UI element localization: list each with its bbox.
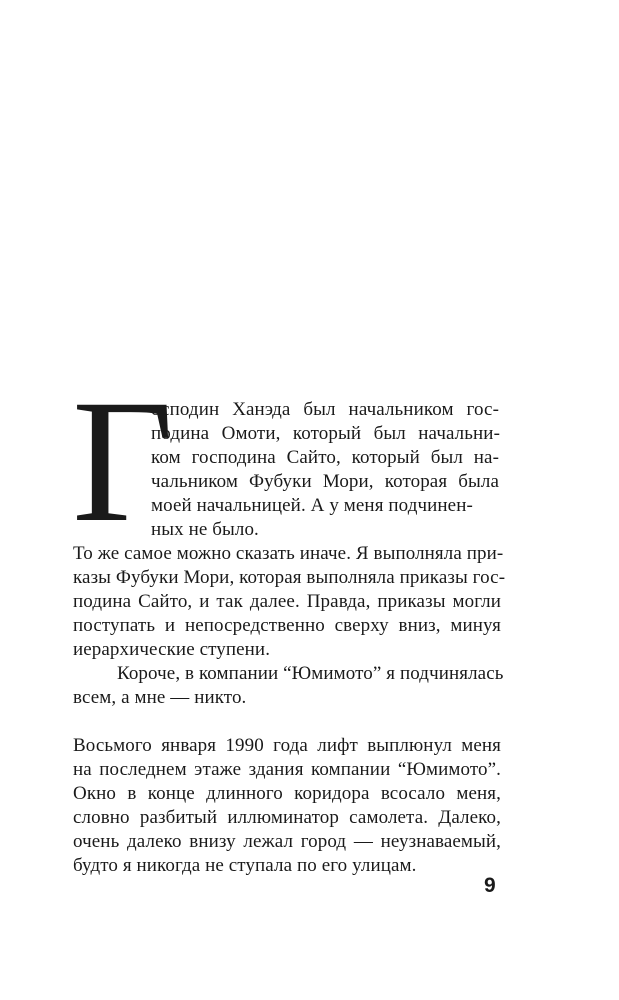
text-line: То же самое можно сказать иначе. Я выполняла при- <box>73 543 504 564</box>
text-line: всем, а мне — никто. <box>73 687 247 708</box>
text-line: ком господина Сайто, который был на- <box>151 447 499 468</box>
page-number: 9 <box>484 874 496 897</box>
text-line: на последнем этаже здания компании “Юмимото”. <box>73 759 501 780</box>
drop-cap: Г <box>72 364 174 559</box>
text-line: подина Сайто, и так далее. Правда, приказы могли <box>73 591 501 612</box>
text-line: поступать и непосредственно сверху вниз, минуя <box>73 615 501 636</box>
text-line: ных не было. <box>151 519 259 540</box>
text-line: будто я никогда не ступала по его улицам. <box>73 855 417 876</box>
text-line: моей начальницей. А у меня подчинен- <box>151 495 473 516</box>
text-line: словно разбитый иллюминатор самолета. Далеко, <box>73 807 501 828</box>
text-line: очень далеко внизу лежал город — неузнаваемый, <box>73 831 501 852</box>
text-line: чальником Фубуки Мори, которая была <box>151 471 499 492</box>
text-line: Восьмого января 1990 года лифт выплюнул меня <box>73 735 501 756</box>
text-line: иерархические ступени. <box>73 639 271 660</box>
text-line: Короче, в компании “Юмимото” я подчинялась <box>117 663 504 684</box>
text-line: подина Омоти, который был начальни- <box>151 423 500 444</box>
text-line: осподин Ханэда был начальником гос- <box>151 399 499 420</box>
text-line: Окно в конце длинного коридора всосало меня, <box>73 783 501 804</box>
text-line: казы Фубуки Мори, которая выполняла приказы гос- <box>73 567 506 588</box>
